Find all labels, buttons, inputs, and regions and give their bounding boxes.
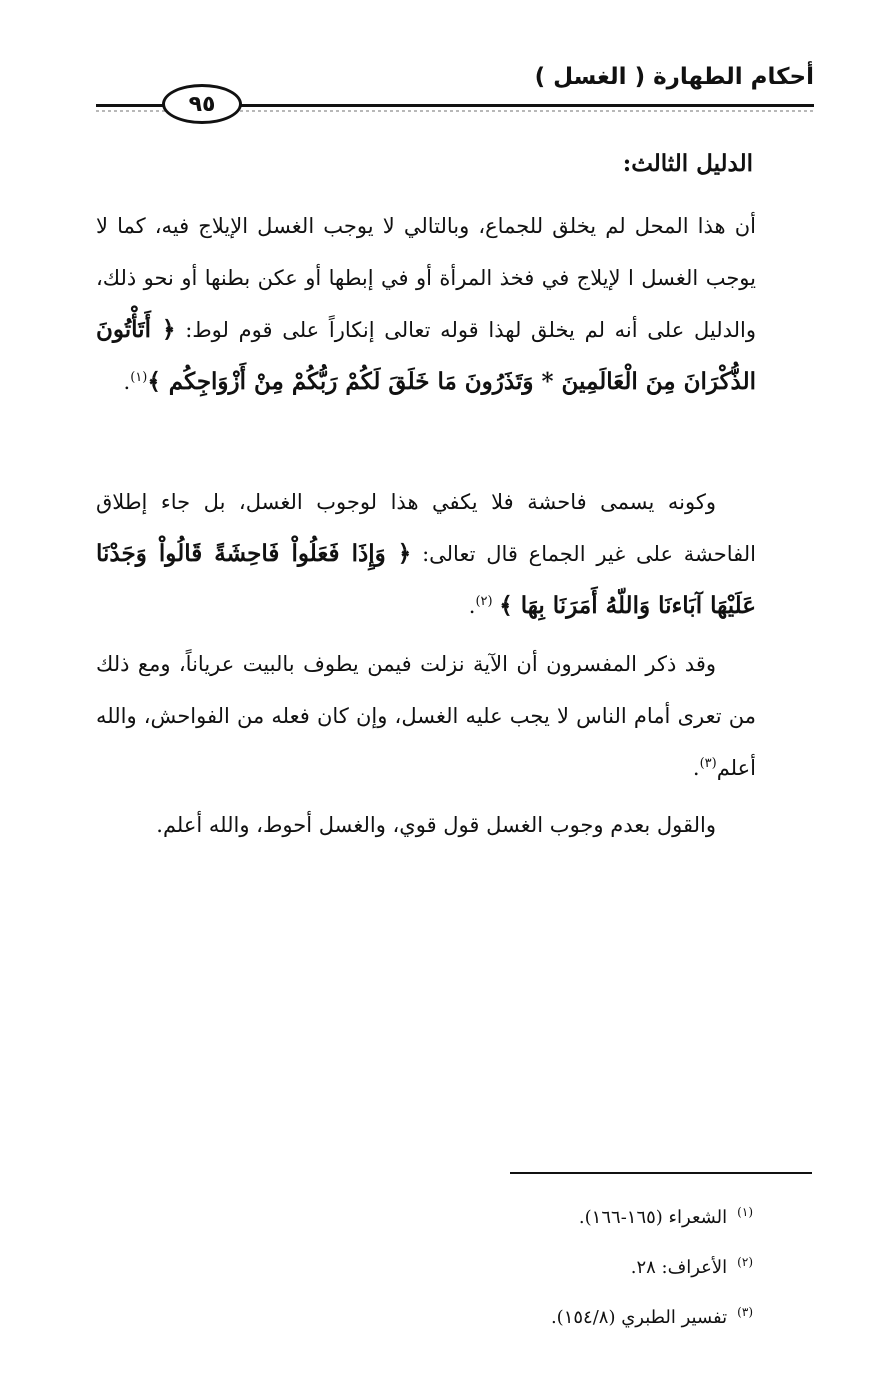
quran-verse-1: ﴿ أَتَأْتُونَ الذُّكْرَانَ مِنَ الْعَالَمِينَ * وَتَذَرُونَ مَا خَلَقَ لَكُمْ رَبُّكُمْ مِنْ أَزْوَاجِكُم ﴾: [96, 316, 756, 395]
paragraph-1-text: أن هذا المحل لم يخلق للجماع، وبالتالي لا يوجب الغسل الإيلاج فيه، كما لا يوجب الغسل ا لإيلاج في فخذ المرأة أو في إبطها أو عكن بطنها أو نحو ذلك، والدليل على أنه لم يخلق لهذا قوله تعالى إنكاراً على قوم لوط:: [96, 214, 756, 342]
running-title: أحكام الطهارة ( الغسل ): [534, 64, 814, 90]
page-header: [96, 60, 814, 130]
footnote-ref-3: (٣): [699, 756, 717, 771]
footnote-mark: (٣): [737, 1305, 753, 1319]
footnote-separator: [510, 1172, 812, 1174]
footnote-mark: (١): [737, 1205, 753, 1219]
footnote-mark: (٢): [737, 1255, 753, 1269]
footnote-item: [551, 1240, 753, 1290]
paragraph-2-text: وكونه يسمى فاحشة فلا يكفي هذا لوجوب الغسل، بل جاء إطلاق الفاحشة على غير الجماع قال تعالى:: [96, 490, 756, 566]
footnotes: [551, 1190, 753, 1340]
footnote-text: الشعراء (١٦٥-١٦٦).: [578, 1207, 728, 1228]
paragraph-2: وكونه يسمى فاحشة فلا يكفي هذا لوجوب الغسل، بل جاء إطلاق الفاحشة على غير الجماع قال تعالى: ﴿ وَإِذَا فَعَلُواْ فَاحِشَةً قَالُواْ وَجَدْنَا عَلَيْهَا آبَاءنَا وَاللّهُ أَمَرَنَا بِهَا ﴾ $^{(٢)}$.: [96, 490, 756, 619]
footnote-item: [551, 1290, 753, 1340]
page-number-text: ٩٥: [188, 91, 216, 117]
footnote-ref-1: (١): [130, 370, 148, 385]
quran-verse-2: ﴿ وَإِذَا فَعَلُواْ فَاحِشَةً قَالُواْ وَجَدْنَا عَلَيْهَا آبَاءنَا وَاللّهُ أَمَرَنَا بِهَا ﴾: [96, 540, 756, 619]
section-heading: الدليل الثالث:: [622, 150, 753, 177]
footnote-item: [551, 1190, 753, 1240]
footnote-ref-2: (٢): [475, 594, 493, 609]
footnote-text: الأعراف: ٢٨.: [630, 1257, 728, 1278]
paragraph-4: [96, 799, 756, 851]
page-number: [162, 84, 242, 124]
paragraph-4-text: والقول بعدم وجوب الغسل قول قوي، والغسل أحوط، والله أعلم.: [156, 813, 716, 837]
footnote-text: تفسير الطبري (١٥٤/٨).: [550, 1307, 728, 1328]
paragraph-1: أن هذا المحل لم يخلق للجماع، وبالتالي لا يوجب الغسل الإيلاج فيه، كما لا يوجب الغسل ا لإيلاج في فخذ المرأة أو في إبطها أو عكن بطنها أو نحو ذلك، والدليل على أنه لم يخلق لهذا قوله تعالى إنكاراً على قوم لوط: ﴿ أَتَأْتُونَ الذُّكْرَانَ مِنَ الْعَالَمِينَ * وَتَذَرُونَ مَا خَلَقَ لَكُمْ رَبُّكُمْ مِنْ أَزْوَاجِكُم ﴾$^{(١)}$.: [96, 214, 756, 395]
paragraph-3-text: وقد ذكر المفسرون أن الآية نزلت فيمن يطوف بالبيت عرياناً، ومع ذلك من تعرى أمام الناس لا يجب عليه الغسل، وإن كان فعله من الفواحش، والله أعلم: [96, 652, 756, 780]
paragraph-3: وقد ذكر المفسرون أن الآية نزلت فيمن يطوف بالبيت عرياناً، ومع ذلك من تعرى أمام الناس لا يجب عليه الغسل، وإن كان فعله من الفواحش، والله أعلم$^{(٣)}$.: [96, 652, 756, 780]
